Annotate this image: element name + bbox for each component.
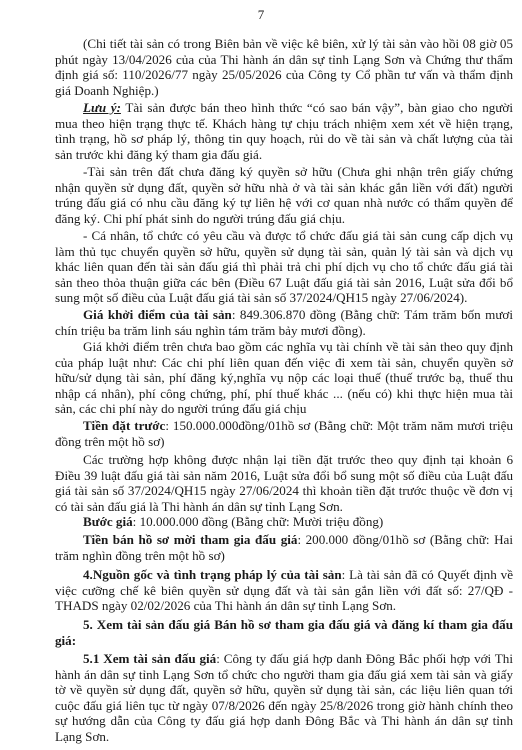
legal-origin-text: : Là tài sản đã có Quyết định về việc cưỡng chế kê biên quyền sử dụng đất và tài sản gắn liền với đất số: 27/QĐ - THADS ngày 02/02/2026 của Thi hành án dân sự tỉnh Lạng Sơn. [55,567,514,614]
deposit-label: Tiền đặt trước [83,418,166,433]
asset-detail-paragraph: (Chi tiết tài sản có trong Biên bản về việc kê biên, xử lý tài sản vào hồi 08 giờ 05 phút ngày 13/04/2026 của của Thi hành án dân sự tỉnh Lạng Sơn và Chứng thư thẩm định giá số: 110/2026/77 ngày 25/05/2026 của Công ty Cổ phần tư vấn và thẩm định giá Doanh Nghiệp.) [55,36,513,98]
price-exclusions-paragraph: Giá khởi điểm trên chưa bao gồm các nghĩa vụ tài chính về tài sản theo quy định của pháp luật như: Các chi phí liên quan đến việc đi xem tài sản, chuyển quyền sở hữu/sử dụng tài sản, phí đăng ký,nghĩa vụ nộp các loại thuế (thuế trước bạ, thuế thu nhập cá nhân), phí công chứng, phí, phí thuế khác ... (nếu có) khi thực hiện mua tài sản, các chi phí này do người trúng đấu giá chịu [55,339,513,417]
deposit-forfeit-paragraph: Các trường hợp không được nhận lại tiền đặt trước theo quy định tại khoản 6 Điều 39 luật đấu giá tài sản năm 2016, Luật sửa đổi bổ sung một số điều của Luật đấu giá tài sản số 37/2024/QH15 ngày 27/06/2024 thì khoản tiền đặt trước thuộc về đơn vị có tài sản đấu giá là Thi hành án dân sự tỉnh Lạng Sơn. [55,452,513,514]
note-text: Tài sản được bán theo hình thức “có sao bán vậy”, bàn giao cho người mua theo hiện trạng thực tế. Khách hàng tự chịu trách nhiệm xem xét về hiện trạng, tình trạng, hồ sơ pháp lý, thông tin quy hoạch, rủi do về tài sản và chất lượng của tài sản trước khi đăng ký tham gia đấu giá. [55,100,513,162]
note-label: Lưu ý: [83,100,121,115]
dossier-fee-text: : 200.000 đồng/01hồ sơ (Bằng chữ: Hai trăm nghìn đồng trên một hồ sơ) [55,532,513,563]
dossier-fee-label: Tiền bán hồ sơ mời tham gia đấu giá [83,532,298,547]
deposit-text: : 150.000.000đồng/01hồ sơ (Bằng chữ: Một trăm năm mươi triệu đồng trên một hồ sơ) [55,418,513,449]
viewing-paragraph [55,651,513,745]
service-fee-paragraph: - Cá nhân, tổ chức có yêu cầu và được tổ chức đấu giá tài sản cung cấp dịch vụ làm thủ tục chuyển quyền sở hữu, quyền sử dụng tài sản, quản lý tài sản và dịch vụ khác liên quan đến tài sản đấu giá thì phải trả chi phí dịch vụ cho tổ chức đấu giá tài sản theo thỏa thuận giữa các bên (Điều 67 Luật đấu giá tài sản 2016, Luật sửa đổi bổ sung một số điều của Luật đấu giá tài sản số 37/2024/QH15 ngày 27/06/2024). [55,228,513,306]
viewing-label: 5.1 Xem tài sản đấu giá [83,651,217,666]
legal-origin-paragraph [55,567,513,614]
note-paragraph [55,100,513,162]
start-price-label: Giá khởi điểm của tài sản [83,307,232,322]
start-price-paragraph [55,307,513,338]
bid-step-paragraph [55,514,513,530]
bid-step-label: Bước giá [83,514,133,529]
legal-origin-label: 4.Nguồn gốc và tình trạng pháp lý của tài sản [83,567,342,582]
deposit-paragraph [55,418,513,449]
bid-step-text: : 10.000.000 đồng (Bằng chữ: Mười triệu đồng) [132,514,384,529]
dossier-fee-paragraph [55,532,513,563]
unregistered-asset-paragraph: -Tài sản trên đất chưa đăng ký quyền sở hữu (Chưa ghi nhận trên giấy chứng nhận quyền sử dụng đất, quyền sở hữu nhà ở và tài sản khác gắn liền với đất) người trúng đấu giá có nhu cầu đăng ký tự liên hệ với cơ quan nhà nước có thẩm quyền để đăng ký. Chi phí phát sinh do người trúng đấu giá chịu. [55,164,513,226]
page-number: 7 [257,7,265,22]
start-price-text: : 849.306.870 đồng (Bằng chữ: Tám trăm bốn mươi chín triệu ba trăm linh sáu nghìn tám trăm bảy mươi đồng). [55,307,513,338]
section-5-heading: 5. Xem tài sản đấu giá Bán hồ sơ tham gia đấu giá và đăng kí tham gia đấu giá: [55,617,513,648]
viewing-text: : Công ty đấu giá hợp danh Đông Bắc phối hợp với Thi hành án dân sự tỉnh Lạng Sơn tổ chức cho người tham gia đấu giá xem tài sản và giấy tờ về quyền sử dụng đất, quyền sở hữu, quyền sử dụng tài sản, các liệu liên quan tới cuộc đấu giá liên tục từ ngày 07/8/2026 đến ngày 25/8/2026 trong giờ hành chính theo sự hướng dẫn của Công ty đấu giá hợp danh Đông Bắc và Thi hành án dân sự tỉnh Lạng Sơn. [55,651,513,744]
